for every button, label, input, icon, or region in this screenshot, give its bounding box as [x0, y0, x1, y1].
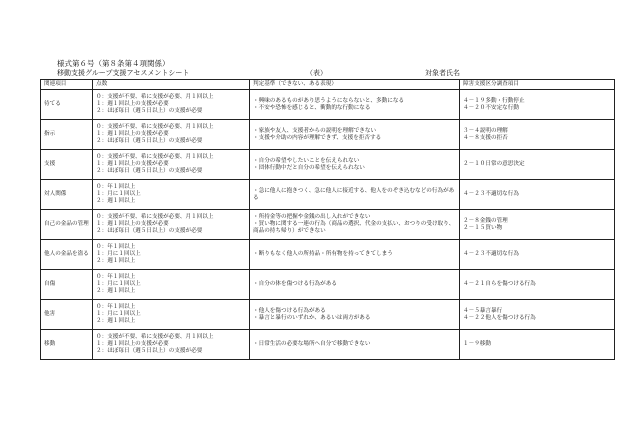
score-cell [93, 150, 250, 180]
score-cell [93, 270, 250, 300]
assessment-table [40, 79, 615, 360]
table-row [41, 90, 615, 120]
related-item-cell: 指示 [41, 120, 93, 150]
score-line: １：週１回以上の支援が必要 [96, 101, 169, 107]
criteria-cell [250, 330, 460, 360]
score-line: １：月に１回以上 [96, 281, 141, 287]
related-item-cell: 対人関係 [41, 180, 93, 210]
survey-line: ２－１０日常の意思決定 [463, 161, 525, 167]
score-cell [93, 210, 250, 240]
survey-cell [460, 270, 615, 300]
survey-cell [460, 300, 615, 330]
score-line: ２：ほぼ毎日（週５日以上）の支援が必要 [96, 108, 203, 114]
criteria-cell [250, 240, 460, 270]
criteria-cell [250, 300, 460, 330]
score-line: １：週１回以上の支援が必要 [96, 131, 169, 137]
survey-cell [460, 120, 615, 150]
criteria-line: ・急に他人に抱きつく、急に他人に接近する、他人をのぞき込むなどの行為がある [253, 187, 455, 201]
survey-cell [460, 330, 615, 360]
score-cell [93, 180, 250, 210]
criteria-line: ・断りもなく他人の所持品・所有物を持ってきてしまう [253, 251, 393, 257]
table-header [41, 80, 615, 90]
criteria-line: ・不安や恐怖を感じると、衝動的な行動になる [253, 104, 371, 111]
score-line: ２：週１回以上 [96, 318, 136, 324]
survey-line: ４－５暴言暴行 [463, 307, 503, 314]
survey-line: ４－２１自らを傷つける行為 [463, 281, 536, 287]
criteria-cell [250, 210, 460, 240]
criteria-cell [250, 270, 460, 300]
score-line: ２：ほぼ毎日（週５日以上）の支援が必要 [96, 168, 203, 174]
related-item-cell: 自傷 [41, 270, 93, 300]
score-line: ０：支援が不要、希に支援が必要、月１回以上 [96, 214, 214, 220]
survey-line: ２－８金銭の管理 [463, 217, 508, 224]
criteria-line: ・興味のあるものがあり思うようにならないと、多動になる [253, 97, 405, 104]
header-criteria: 判定基準（できない、ある表現） [250, 80, 460, 90]
score-line: ０：支援が不要、希に支援が必要、月１回以上 [96, 124, 214, 130]
survey-cell [460, 180, 615, 210]
related-item-cell: 待てる [41, 90, 93, 120]
survey-cell [460, 240, 615, 270]
criteria-line: ・暴言と暴行のいずれか、あるいは両方がある [253, 314, 371, 321]
score-line: １：月に１回以上 [96, 311, 141, 317]
criteria-line: ・他人を傷つける行為がある [253, 307, 326, 314]
header-score: 点数 [93, 80, 250, 90]
criteria-line: ・買い物に関する一連の行為（商品の選択、代金の支払い、おつりの受け取り、商品の持ち帰り）ができない [253, 221, 455, 234]
score-line: １：月に１回以上 [96, 251, 141, 257]
score-line: ０：支援が不要、希に支援が必要、月１回以上 [96, 334, 214, 340]
score-line: １：週１回以上の支援が必要 [96, 221, 169, 227]
criteria-line: ・自分の体を傷つける行為がある [253, 281, 337, 287]
score-line: ０：支援が不要、希に支援が必要、月１回以上 [96, 154, 214, 160]
header-survey-item: 障害支援区分調査項目 [460, 80, 615, 90]
table-row [41, 120, 615, 150]
score-line: ２：週１回以上 [96, 198, 136, 204]
related-item-cell: 他人の金品を盗る [41, 240, 93, 270]
criteria-line: ・日常生活の必要な場所へ自分で移動できない [253, 341, 371, 347]
criteria-line: ・支援や介助の内容が理解できず、支援を拒否する [253, 134, 382, 141]
criteria-line: ・自分の希望やしたいことを伝えられない [253, 157, 360, 164]
criteria-cell [250, 90, 460, 120]
score-line: ０：年１回以上 [96, 274, 136, 280]
table-row [41, 150, 615, 180]
score-line: ２：ほぼ毎日（週５日以上）の支援が必要 [96, 138, 203, 144]
criteria-cell [250, 180, 460, 210]
score-cell [93, 120, 250, 150]
score-line: ２：週１回以上 [96, 258, 136, 264]
table-row [41, 270, 615, 300]
sheet-title: 移動支援グループ支援アセスメントシート [57, 69, 190, 77]
score-line: ０：年１回以上 [96, 304, 136, 310]
table-row [41, 300, 615, 330]
score-line: ２：ほぼ毎日（週５日以上）の支援が必要 [96, 348, 203, 354]
target-person-name-label: 対象者氏名 [425, 69, 460, 77]
related-item-cell: 支援 [41, 150, 93, 180]
criteria-line: ・所持金等の把握や金銭の出し入れができない [253, 214, 371, 220]
criteria-line: ・団体行動中だと自分の希望を伝えられない [253, 164, 365, 171]
score-cell [93, 90, 250, 120]
score-line: ２：ほぼ毎日（週５日以上）の支援が必要 [96, 228, 203, 234]
table-row [41, 330, 615, 360]
table-body [41, 90, 615, 360]
survey-cell [460, 150, 615, 180]
score-line: ０：年１回以上 [96, 244, 136, 250]
survey-line: ４－２３不適切な行為 [463, 191, 519, 197]
related-item-cell: 他害 [41, 300, 93, 330]
score-line: ２：週１回以上 [96, 288, 136, 294]
survey-cell [460, 210, 615, 240]
survey-line: ４－２０不安定な行動 [463, 104, 519, 111]
score-cell [93, 240, 250, 270]
related-item-cell: 移動 [41, 330, 93, 360]
header-related-item: 関連項目 [41, 80, 93, 90]
criteria-cell [250, 150, 460, 180]
table-row [41, 210, 615, 240]
table-row [41, 180, 615, 210]
survey-line: ３－４説明の理解 [463, 127, 508, 134]
score-cell [93, 300, 250, 330]
score-line: １：月に１回以上 [96, 191, 141, 197]
score-line: ０：支援が不要、希に支援が必要、月１回以上 [96, 94, 214, 100]
survey-line: ４－２２他人を傷つける行為 [463, 314, 536, 321]
related-item-cell: 自己の金品の管理 [41, 210, 93, 240]
survey-line: ４－２３不適切な行為 [463, 251, 519, 257]
table-row [41, 240, 615, 270]
score-line: １：週１回以上の支援が必要 [96, 161, 169, 167]
survey-line: ４－１９多動・行動停止 [463, 97, 525, 104]
survey-line: ２－１５買い物 [463, 224, 503, 231]
score-line: １：週１回以上の支援が必要 [96, 341, 169, 347]
score-cell [93, 330, 250, 360]
form-number-title: 様式第６号（第８条第４項関係） [57, 59, 170, 68]
survey-line: ４－８支援の拒否 [463, 134, 508, 141]
header-row [41, 80, 615, 90]
sheet-side-label: （表） [306, 69, 327, 77]
criteria-line: ・家族や友人、支援者からの説明を理解できない [253, 127, 377, 134]
survey-cell [460, 90, 615, 120]
criteria-cell [250, 120, 460, 150]
score-line: ０：年１回以上 [96, 184, 136, 190]
survey-line: １－９移動 [463, 341, 491, 347]
